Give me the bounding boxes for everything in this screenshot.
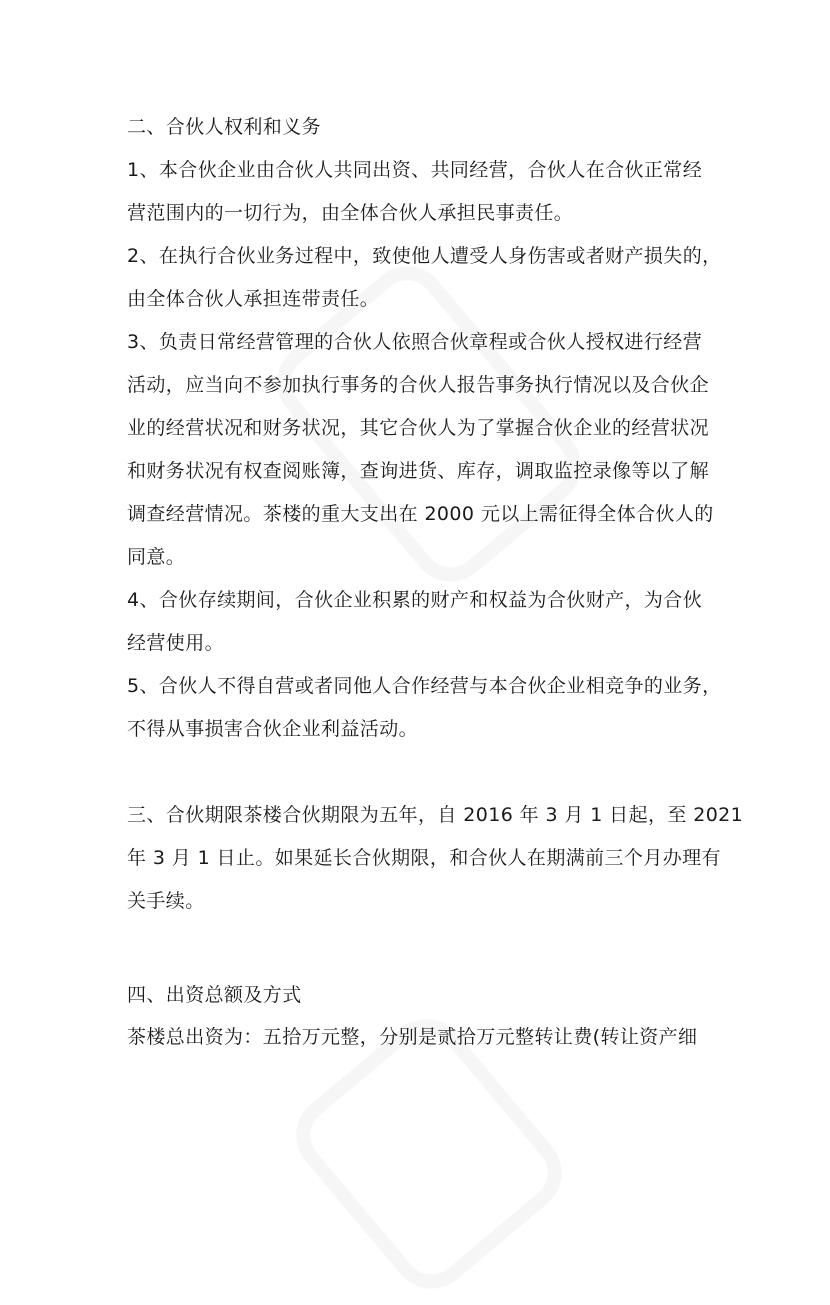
text-line: 调查经营情况。茶楼的重大支出在 2000 元以上需征得全体合伙人的 [127, 503, 714, 525]
text-line: 不得从事损害合伙企业利益活动。 [127, 718, 419, 740]
text-line: 关手续。 [127, 890, 205, 912]
text-line: 业的经营状况和财务状况，其它合伙人为了掌握合伙企业的经营状况 [127, 417, 710, 439]
text-line: 5、合伙人不得自营或者同他人合作经营与本合伙企业相竞争的业务， [127, 675, 722, 697]
section-heading: 二、合伙人权利和义务 [127, 116, 322, 138]
text-line: 和财务状况有权查阅账簿，查询进货、库存，调取监控录像等以了解 [127, 460, 710, 482]
text-line: 由全体合伙人承担连带责任。 [127, 288, 380, 310]
text-line: 年 3 月 1 日止。如果延长合伙期限，和合伙人在期满前三个月办理有 [127, 847, 721, 869]
text-line: 茶楼总出资为：五拾万元整，分别是贰拾万元整转让费(转让资产细 [127, 1026, 698, 1048]
text-line: 活动，应当向不参加执行事务的合伙人报告事务执行情况以及合伙企 [127, 374, 710, 396]
text-line: 1、本合伙企业由合伙人共同出资、共同经营，合伙人在合伙正常经 [127, 159, 703, 181]
text-line: 4、合伙存续期间，合伙企业积累的财产和权益为合伙财产，为合伙 [127, 589, 703, 611]
text-line: 营范围内的一切行为，由全体合伙人承担民事责任。 [127, 202, 574, 224]
section-heading: 四、出资总额及方式 [127, 984, 302, 1006]
text-line: 同意。 [127, 546, 186, 568]
text-line: 2、在执行合伙业务过程中，致使他人遭受人身伤害或者财产损失的， [127, 245, 722, 267]
section-heading: 三、合伙期限茶楼合伙期限为五年，自 2016 年 3 月 1 日起，至 2021 [127, 804, 744, 826]
text-line: 3、负责日常经营管理的合伙人依照合伙章程或合伙人授权进行经营 [127, 331, 703, 353]
text-line: 经营使用。 [127, 632, 225, 654]
